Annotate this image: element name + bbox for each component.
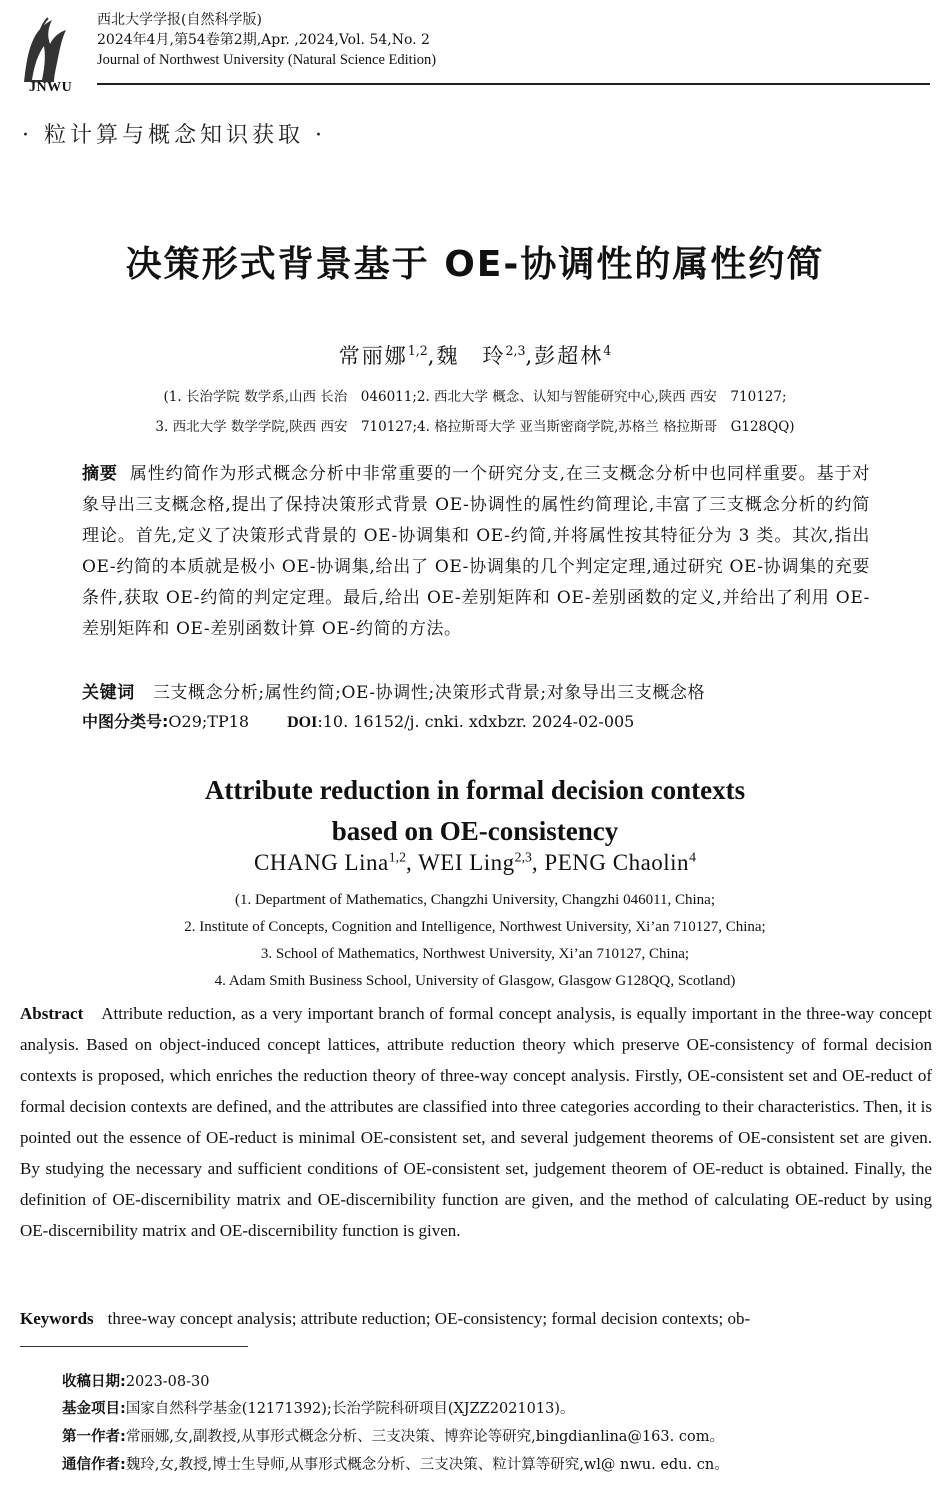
- author-separator: ,: [531, 850, 539, 875]
- keywords-cn-label: 关键词: [82, 683, 135, 703]
- keywords-cn-text: 三支概念分析;属性约简;OE-协调性;决策形式背景;对象导出三支概念格: [152, 683, 706, 703]
- affiliation-cn-line: 3. 西北大学 数学学院,陕西 西安 710127;4. 格拉斯哥大学 亚当斯密商学院,苏格兰 格拉斯哥 G128QQ): [155, 419, 795, 435]
- author-affiliation-mark: 1,2: [388, 849, 406, 865]
- footnote-text: 国家自然科学基金(12171392);长治学院科研项目(XJZZ2021013)。: [125, 1401, 575, 1417]
- footnote-funding: [62, 1397, 575, 1418]
- keywords-en: [20, 1309, 932, 1329]
- footnote-corresponding: [62, 1453, 729, 1474]
- clc-label: 中图分类号:: [82, 712, 169, 731]
- author-name: 彭超林: [534, 344, 604, 368]
- doi-label: DOI: [287, 714, 318, 731]
- title-en-line: based on OE-consistency: [331, 816, 619, 846]
- logo-text: JNWU: [29, 80, 73, 95]
- authors-en: [0, 850, 950, 876]
- footnote-label: 基金项目:: [62, 1401, 126, 1417]
- author-affiliation-mark: 4: [689, 849, 696, 865]
- title-en: [0, 770, 950, 852]
- keywords-en-label: Keywords: [20, 1309, 94, 1328]
- torch-emblem-icon: [14, 14, 74, 84]
- abstract-en: [20, 998, 932, 1246]
- affiliation-en-line: 3. School of Mathematics, Northwest University, Xi’an 710127, China;: [260, 946, 690, 962]
- column-heading: · 粒计算与概念知识获取 ·: [22, 123, 326, 148]
- keywords-en-text: three-way concept analysis; attribute reduction; OE-consistency; formal decision contexts; ob-: [107, 1309, 751, 1328]
- footnote-label: 收稿日期:: [62, 1374, 126, 1390]
- abstract-en-text: Attribute reduction, as a very important branch of formal concept analysis, is equally important in the three-way concept analysis. Based on object-induced concept lattices, attribute reduction theory which preserve OE-consistency of formal decision contexts is proposed, which enriches the reduction theory of three-way concept analysis. Firstly, OE-consistent set and OE-reduct of formal decision contexts are defined, and the attributes are classified into three categories according to their characteristics. Then, it is pointed out the essence of OE-reduct is minimal OE-consistent set, and several judgement theorems of OE-consistent set are given. By studying the necessary and sufficient conditions of OE-consistent set, judgement theorem of OE-reduct is obtained. Finally, the definition of OE-discernibility matrix and OE-discernibility function are given, and the method of calculating OE-reduct by using OE-discernibility matrix and OE-discernibility function is given.: [20, 1004, 932, 1240]
- footnote-label: 第一作者:: [62, 1429, 126, 1445]
- affiliation-en-line: 4. Adam Smith Business School, University of Glasgow, Glasgow G128QQ, Scotland): [214, 973, 736, 989]
- authors-cn: [0, 340, 950, 370]
- author-separator: ,: [525, 344, 535, 368]
- author-name: PENG Chaolin: [544, 850, 690, 875]
- footnote-divider: [20, 1346, 248, 1347]
- affiliation-en-line: 2. Institute of Concepts, Cognition and Intelligence, Northwest University, Xi’an 710127, China;: [184, 919, 766, 935]
- author-affiliation-mark: 4: [603, 343, 612, 358]
- clc-value: O29;TP18: [168, 712, 250, 731]
- footnote-received: [62, 1370, 209, 1391]
- affiliation-cn-line: (1. 长治学院 数学系,山西 长治 046011;2. 西北大学 概念、认知与智能研究中心,陕西 西安 710127;: [163, 389, 787, 405]
- abstract-cn-text: 属性约简作为形式概念分析中非常重要的一个研究分支,在三支概念分析中也同样重要。基于对象导出三支概念格,提出了保持决策形式背景 OE-协调性的属性约简理论,丰富了三支概念分析的约简理论。首先,定义了决策形式背景的 OE-协调集和 OE-约简,并将属性按其特征分为 3 类。其次,指出 OE-约简的本质就是极小 OE-协调集,给出了 OE-协调集的几个判定定理,通过研究 OE-协调集的充要条件,获取 OE-约简的判定定理。最后,给出 OE-差别矩阵和 OE-差别函数的定义,并给出了利用 OE-差别矩阵和 OE-差别函数计算 OE-约简的方法。: [82, 464, 871, 639]
- author-affiliation-mark: 2,3: [505, 343, 526, 358]
- abstract-cn: [82, 459, 870, 645]
- footnote-text: 2023-08-30: [125, 1374, 210, 1390]
- abstract-cn-label: 摘要: [82, 464, 118, 484]
- author-affiliation-mark: 1,2: [407, 343, 428, 358]
- footnote-text: 魏玲,女,教授,博士生导师,从事形式概念分析、三支决策、粒计算等研究,wl@ nwu. edu. cn。: [125, 1457, 729, 1473]
- footnote-label: 通信作者:: [62, 1457, 126, 1473]
- journal-name-cn: 西北大学学报(自然科学版): [97, 12, 262, 28]
- footnote-first-author: [62, 1425, 724, 1446]
- author-affiliation-mark: 2,3: [514, 849, 532, 865]
- author-name: WEI Ling: [418, 850, 515, 875]
- author-separator: ,: [427, 344, 437, 368]
- journal-name-en: Journal of Northwest University (Natural Science Edition): [97, 52, 437, 68]
- title-en-line: Attribute reduction in formal decision contexts: [204, 775, 746, 805]
- journal-header: [97, 10, 436, 70]
- doi-value: :10. 16152/j. cnki. xdxbzr. 2024-02-005: [317, 712, 635, 731]
- author-name: 魏 玲: [436, 344, 506, 368]
- abstract-en-label: Abstract: [20, 1004, 84, 1023]
- affiliation-en-line: (1. Department of Mathematics, Changzhi University, Changzhi 046011, China;: [234, 892, 716, 908]
- author-separator: ,: [405, 850, 413, 875]
- issue-line: 2024年4月,第54卷第2期,Apr. ,2024,Vol. 54,No. 2: [97, 32, 430, 48]
- author-name: 常丽娜: [338, 344, 408, 368]
- author-name: CHANG Lina: [254, 850, 389, 875]
- footnote-text: 常丽娜,女,副教授,从事形式概念分析、三支决策、博弈论等研究,bingdianlina@163. com。: [125, 1429, 724, 1445]
- classification-line: [82, 709, 634, 732]
- keywords-cn: [82, 678, 882, 703]
- title-cn: 决策形式背景基于 OE-协调性的属性约简: [125, 244, 825, 285]
- header-divider: [97, 83, 930, 85]
